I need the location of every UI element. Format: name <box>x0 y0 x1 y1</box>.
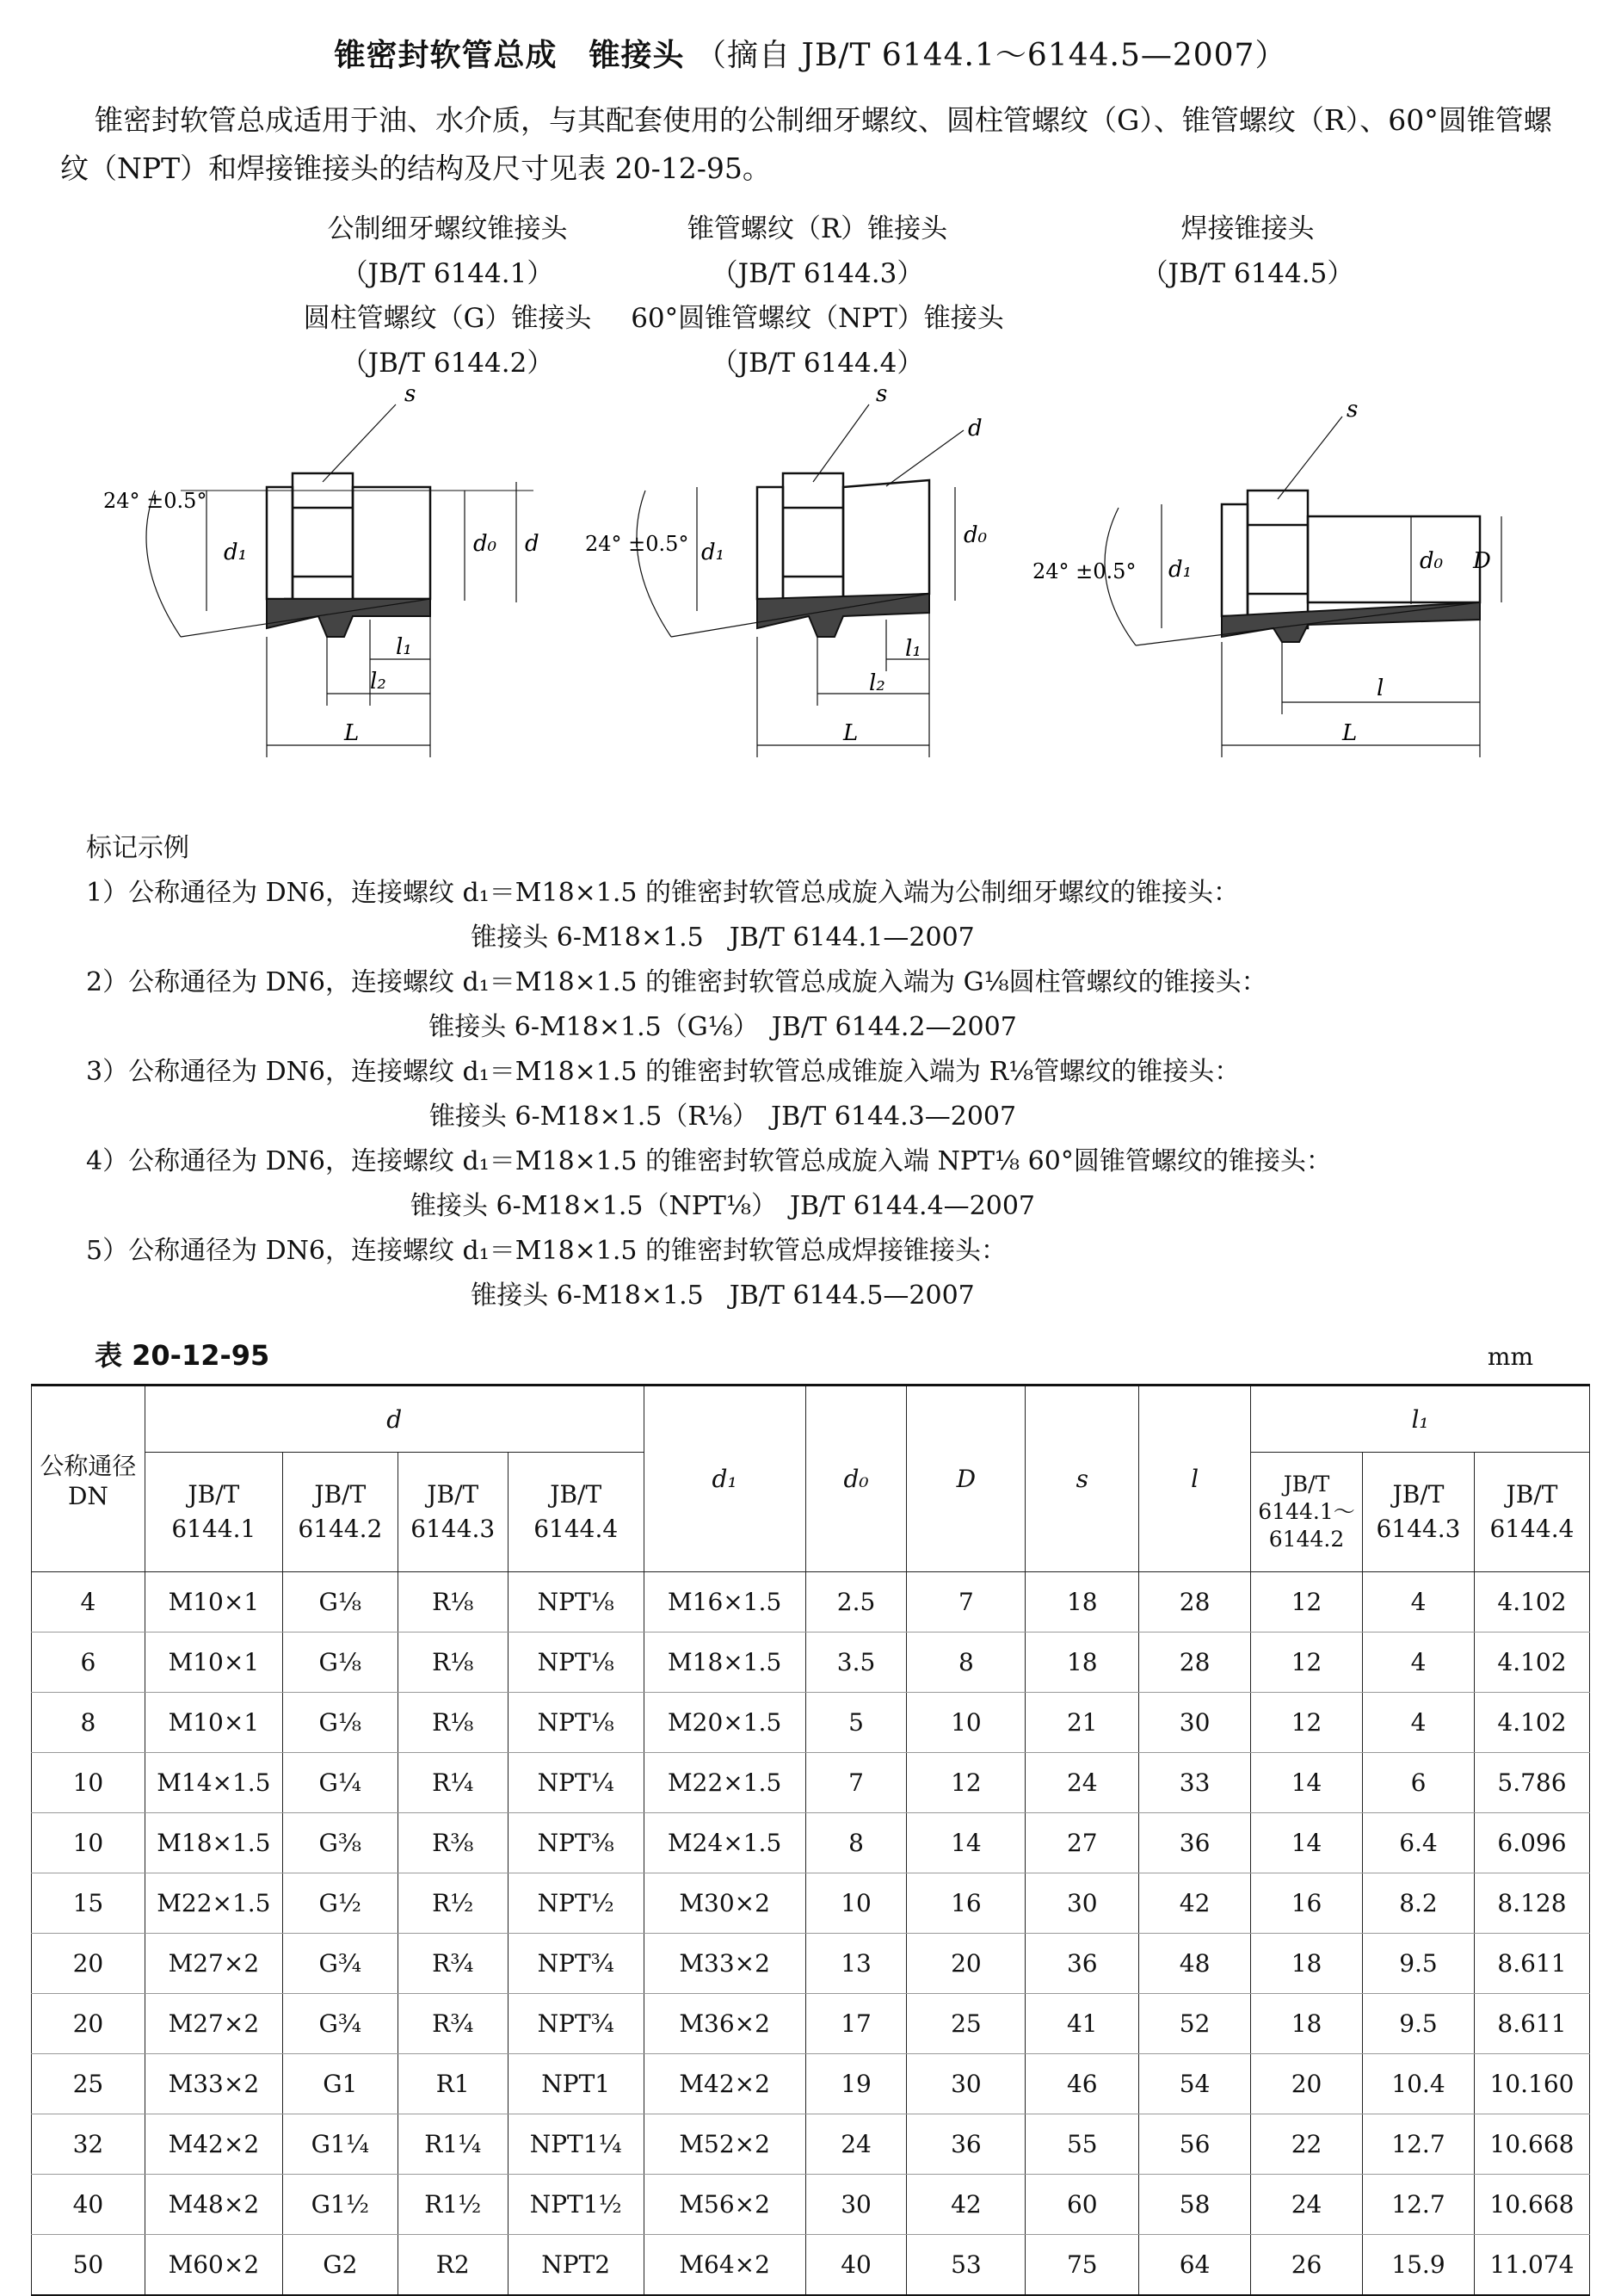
table-cell: 55 <box>1026 2114 1139 2175</box>
table-cell: R⅜ <box>398 1813 508 1873</box>
fig-a-L: L <box>344 720 360 746</box>
table-cell: 24 <box>805 2114 907 2175</box>
table-cell: 58 <box>1139 2175 1251 2235</box>
table-cell: 75 <box>1026 2235 1139 2296</box>
table-cell: 30 <box>1026 1873 1139 1934</box>
table-cell: NPT⅜ <box>508 1813 644 1873</box>
table-cell: NPT½ <box>508 1873 644 1934</box>
fig-c-label-2: （JB/T 6144.5） <box>1141 258 1354 289</box>
table-cell: G1 <box>282 2054 398 2114</box>
table-cell: 10 <box>805 1873 907 1934</box>
fig-a-d1: d₁ <box>224 540 248 565</box>
fig-a-label-3: 圆柱管螺纹（G）锥接头 <box>303 303 592 334</box>
table-row <box>32 2114 1590 2175</box>
table-cell: R1 <box>398 2054 508 2114</box>
table-cell: 9.5 <box>1363 1934 1475 1994</box>
table-cell: 10 <box>32 1753 145 1813</box>
table-cell: NPT2 <box>508 2235 644 2296</box>
table-cell: 6.096 <box>1474 1813 1589 1873</box>
fig-b-l1: l₁ <box>905 636 921 662</box>
table-cell: M60×2 <box>145 2235 282 2296</box>
table-cell: M64×2 <box>644 2235 805 2296</box>
fig-c-d0: d₀ <box>1420 548 1444 574</box>
th-dn: 公称通径 DN <box>32 1386 145 1572</box>
table-cell: M27×2 <box>145 1994 282 2054</box>
table-cell: 40 <box>32 2175 145 2235</box>
table-row <box>32 1873 1590 1934</box>
table-cell: 10 <box>32 1813 145 1873</box>
table-cell: 26 <box>1251 2235 1363 2296</box>
table-cell: 10.668 <box>1474 2175 1589 2235</box>
fig-c-D: D <box>1473 548 1491 574</box>
table-cell: 36 <box>1139 1813 1251 1873</box>
table-cell: R1¼ <box>398 2114 508 2175</box>
table-cell: 36 <box>1026 1934 1139 1994</box>
table-row <box>32 2235 1590 2296</box>
table-cell: 30 <box>805 2175 907 2235</box>
table-caption: 表 20-12-95 <box>95 1339 270 1372</box>
table-cell: 8 <box>32 1693 145 1753</box>
fig-b-d0: d₀ <box>964 522 988 548</box>
table-cell: 8 <box>805 1813 907 1873</box>
table-cell: M52×2 <box>644 2114 805 2175</box>
marking-item-4-desc: 4）公称通径为 DN6，连接螺纹 d₁＝M18×1.5 的锥密封软管总成旋入端 NPT⅛ 60°圆锥管螺纹的锥接头： <box>86 1146 1332 1176</box>
table-cell: 12 <box>1251 1633 1363 1693</box>
fig-a-d0: d₀ <box>473 531 497 557</box>
table-cell: 11.074 <box>1474 2235 1589 2296</box>
table-cell: 4 <box>1363 1693 1475 1753</box>
intro-paragraph: 锥密封软管总成适用于油、水介质，与其配套使用的公制细牙螺纹、圆柱管螺纹（G）、锥管螺纹（R）、60°圆锥管螺纹（NPT）和焊接锥接头的结构及尺寸见表 20-12-95。 <box>60 103 1552 185</box>
fig-b-s: s <box>876 381 888 407</box>
table-cell: 7 <box>805 1753 907 1813</box>
table-cell: 4 <box>1363 1572 1475 1633</box>
table-cell: 56 <box>1139 2114 1251 2175</box>
table-cell: 7 <box>907 1572 1026 1633</box>
table-cell: 19 <box>805 2054 907 2114</box>
table-cell: 13 <box>805 1934 907 1994</box>
table-cell: 12 <box>1251 1693 1363 1753</box>
fig-b-label-3: 60°圆锥管螺纹（NPT）锥接头 <box>631 303 1004 334</box>
table-cell: 8.2 <box>1363 1873 1475 1934</box>
th-d-6144-3: JB/T 6144.3 <box>398 1453 508 1572</box>
title-main: 锥密封软管总成 锥接头 <box>334 38 685 73</box>
table-cell: G¼ <box>282 1753 398 1813</box>
table-cell: M33×2 <box>644 1934 805 1994</box>
th-d: d <box>145 1386 644 1453</box>
table-cell: R¾ <box>398 1934 508 1994</box>
table-cell: G½ <box>282 1873 398 1934</box>
table-cell: 20 <box>32 1994 145 2054</box>
fig-b-label-2: （JB/T 6144.3） <box>711 258 924 289</box>
th-l1: l₁ <box>1251 1386 1590 1453</box>
table-cell: 28 <box>1139 1572 1251 1633</box>
fig-c-l: l <box>1377 676 1384 701</box>
table-cell: 42 <box>1139 1873 1251 1934</box>
table-cell: 20 <box>32 1934 145 1994</box>
table-cell: 10 <box>907 1693 1026 1753</box>
th-l1-6144-3: JB/T 6144.3 <box>1363 1453 1475 1572</box>
table-cell: 8.611 <box>1474 1934 1589 1994</box>
table-cell: 5 <box>805 1693 907 1753</box>
table-cell: 52 <box>1139 1994 1251 2054</box>
table-cell: G1½ <box>282 2175 398 2235</box>
table-cell: 10.4 <box>1363 2054 1475 2114</box>
table-cell: 3.5 <box>805 1633 907 1693</box>
table-cell: G⅜ <box>282 1813 398 1873</box>
fig-c-L: L <box>1342 720 1358 746</box>
fig-a-l1: l₁ <box>396 634 412 660</box>
table-cell: NPT¾ <box>508 1934 644 1994</box>
table-cell: 50 <box>32 2235 145 2296</box>
th-d-6144-1: JB/T 6144.1 <box>145 1453 282 1572</box>
table-row <box>32 1633 1590 1693</box>
table-cell: 22 <box>1251 2114 1363 2175</box>
table-cell: M10×1 <box>145 1633 282 1693</box>
table-cell: 18 <box>1026 1633 1139 1693</box>
table-cell: R⅛ <box>398 1572 508 1633</box>
th-d0: d₀ <box>805 1386 907 1572</box>
fig-a-label-2: （JB/T 6144.1） <box>341 258 554 289</box>
fig-b-label-4: （JB/T 6144.4） <box>711 348 924 379</box>
table-cell: M48×2 <box>145 2175 282 2235</box>
table-cell: NPT⅛ <box>508 1693 644 1753</box>
fig-b-label-1: 锥管螺纹（R）锥接头 <box>687 213 948 244</box>
table-cell: R⅛ <box>398 1633 508 1693</box>
marking-heading: 标记示例 <box>86 833 189 863</box>
fig-c-label-1: 焊接锥接头 <box>1180 213 1315 244</box>
fig-c-s: s <box>1347 397 1359 423</box>
table-cell: 24 <box>1026 1753 1139 1813</box>
table-cell: 27 <box>1026 1813 1139 1873</box>
table-cell: 10.668 <box>1474 2114 1589 2175</box>
table-cell: 53 <box>907 2235 1026 2296</box>
table-cell: 15 <box>32 1873 145 1934</box>
marking-item-1-code: 锥接头 6-M18×1.5 JB/T 6144.1—2007 <box>471 923 975 953</box>
table-cell: R½ <box>398 1873 508 1934</box>
table-cell: 14 <box>1251 1813 1363 1873</box>
marking-item-3-code: 锥接头 6-M18×1.5（R⅛） JB/T 6144.3—2007 <box>428 1102 1017 1132</box>
th-l1-6144-4: JB/T 6144.4 <box>1474 1453 1589 1572</box>
table-cell: 30 <box>1139 1693 1251 1753</box>
table-cell: R1½ <box>398 2175 508 2235</box>
marking-item-4-code: 锥接头 6-M18×1.5（NPT⅛） JB/T 6144.4—2007 <box>410 1191 1036 1221</box>
table-unit: mm <box>1487 1342 1533 1371</box>
marking-item-5-code: 锥接头 6-M18×1.5 JB/T 6144.5—2007 <box>471 1281 975 1311</box>
table-cell: M18×1.5 <box>644 1633 805 1693</box>
th-l1-6144-1-2: JB/T 6144.1～6144.2 <box>1251 1453 1363 1572</box>
table-cell: 12 <box>907 1753 1026 1813</box>
table-cell: 18 <box>1026 1572 1139 1633</box>
figure-metric-cone-fitting <box>103 379 559 778</box>
marking-item-1-desc: 1）公称通径为 DN6，连接螺纹 d₁＝M18×1.5 的锥密封软管总成旋入端为公制细牙螺纹的锥接头： <box>86 878 1240 908</box>
table-cell: 4 <box>32 1572 145 1633</box>
table-cell: 6 <box>1363 1753 1475 1813</box>
table-cell: M42×2 <box>644 2054 805 2114</box>
table-cell: 4.102 <box>1474 1572 1589 1633</box>
table-cell: NPT⅛ <box>508 1633 644 1693</box>
table-cell: M33×2 <box>145 2054 282 2114</box>
table-cell: 41 <box>1026 1994 1139 2054</box>
dimension-table <box>31 1384 1590 2296</box>
table-cell: 12 <box>1251 1572 1363 1633</box>
table-cell: 2.5 <box>805 1572 907 1633</box>
th-s: s <box>1026 1386 1139 1572</box>
fig-b-d1: d₁ <box>701 540 725 565</box>
table-cell: 64 <box>1139 2235 1251 2296</box>
table-cell: M18×1.5 <box>145 1813 282 1873</box>
title-source: （摘自 JB/T 6144.1～6144.5—2007） <box>695 38 1287 73</box>
table-cell: G¾ <box>282 1934 398 1994</box>
table-cell: 16 <box>1251 1873 1363 1934</box>
fig-b-L: L <box>843 720 859 746</box>
table-cell: 5.786 <box>1474 1753 1589 1813</box>
table-cell: 36 <box>907 2114 1026 2175</box>
table-cell: 30 <box>907 2054 1026 2114</box>
table-cell: 25 <box>32 2054 145 2114</box>
table-cell: 4.102 <box>1474 1693 1589 1753</box>
table-cell: M56×2 <box>644 2175 805 2235</box>
marking-item-5-desc: 5）公称通径为 DN6，连接螺纹 d₁＝M18×1.5 的锥密封软管总成焊接锥接头： <box>86 1236 1008 1266</box>
figure-welded-cone-fitting <box>1032 379 1514 778</box>
fig-b-d: d <box>968 416 983 441</box>
table-cell: 24 <box>1251 2175 1363 2235</box>
table-row <box>32 2175 1590 2235</box>
table-cell: R⅛ <box>398 1693 508 1753</box>
table-cell: 32 <box>32 2114 145 2175</box>
table-cell: 48 <box>1139 1934 1251 1994</box>
table-cell: M22×1.5 <box>644 1753 805 1813</box>
table-cell: 15.9 <box>1363 2235 1475 2296</box>
table-cell: 28 <box>1139 1633 1251 1693</box>
fig-a-s: s <box>404 381 416 407</box>
table-cell: M24×1.5 <box>644 1813 805 1873</box>
table-cell: 40 <box>805 2235 907 2296</box>
page-title <box>0 31 1621 75</box>
fig-b-l2: l₂ <box>869 670 885 696</box>
table-cell: M14×1.5 <box>145 1753 282 1813</box>
table-cell: 33 <box>1139 1753 1251 1813</box>
table-cell: 12.7 <box>1363 2114 1475 2175</box>
table-cell: G1¼ <box>282 2114 398 2175</box>
table-cell: M16×1.5 <box>644 1572 805 1633</box>
table-cell: G⅛ <box>282 1693 398 1753</box>
table-cell: M36×2 <box>644 1994 805 2054</box>
table-cell: 10.160 <box>1474 2054 1589 2114</box>
table-row <box>32 2054 1590 2114</box>
table-cell: 6.4 <box>1363 1813 1475 1873</box>
th-D: D <box>907 1386 1026 1572</box>
table-cell: R2 <box>398 2235 508 2296</box>
table-cell: M30×2 <box>644 1873 805 1934</box>
fig-a-label-1: 公制细牙螺纹锥接头 <box>327 213 568 244</box>
table-cell: 20 <box>1251 2054 1363 2114</box>
table-cell: R¾ <box>398 1994 508 2054</box>
table-cell: 4 <box>1363 1633 1475 1693</box>
th-l: l <box>1139 1386 1251 1572</box>
table-cell: 54 <box>1139 2054 1251 2114</box>
table-cell: G⅛ <box>282 1572 398 1633</box>
th-d1: d₁ <box>644 1386 805 1572</box>
table-cell: NPT1¼ <box>508 2114 644 2175</box>
table-cell: M22×1.5 <box>145 1873 282 1934</box>
marking-item-2-desc: 2）公称通径为 DN6，连接螺纹 d₁＝M18×1.5 的锥密封软管总成旋入端为 G⅛圆柱管螺纹的锥接头： <box>86 967 1267 997</box>
fig-b-angle: 24° ±0.5° <box>585 532 689 556</box>
fig-a-label-4: （JB/T 6144.2） <box>341 348 554 379</box>
table-cell: 25 <box>907 1994 1026 2054</box>
table-cell: 8.611 <box>1474 1994 1589 2054</box>
table-row <box>32 1572 1590 1633</box>
table-cell: 60 <box>1026 2175 1139 2235</box>
table-row <box>32 1693 1590 1753</box>
table-row <box>32 1934 1590 1994</box>
table-row <box>32 1994 1590 2054</box>
table-cell: 18 <box>1251 1934 1363 1994</box>
table-cell: R¼ <box>398 1753 508 1813</box>
fig-c-angle: 24° ±0.5° <box>1032 559 1137 583</box>
table-cell: 8.128 <box>1474 1873 1589 1934</box>
table-cell: 12.7 <box>1363 2175 1475 2235</box>
table-cell: 14 <box>1251 1753 1363 1813</box>
table-cell: G2 <box>282 2235 398 2296</box>
table-cell: M27×2 <box>145 1934 282 1994</box>
fig-a-d: d <box>525 531 539 557</box>
table-cell: NPT⅛ <box>508 1572 644 1633</box>
th-d-6144-4: JB/T 6144.4 <box>508 1453 644 1572</box>
table-cell: 8 <box>907 1633 1026 1693</box>
table-cell: M10×1 <box>145 1693 282 1753</box>
table-cell: M20×1.5 <box>644 1693 805 1753</box>
table-cell: 20 <box>907 1934 1026 1994</box>
table-cell: 6 <box>32 1633 145 1693</box>
table-cell: 4.102 <box>1474 1633 1589 1693</box>
fig-c-d1: d₁ <box>1168 557 1193 583</box>
table-cell: G¾ <box>282 1994 398 2054</box>
table-cell: NPT1½ <box>508 2175 644 2235</box>
marking-item-2-code: 锥接头 6-M18×1.5（G⅛） JB/T 6144.2—2007 <box>428 1012 1017 1042</box>
table-row <box>32 1813 1590 1873</box>
table-cell: 16 <box>907 1873 1026 1934</box>
table-cell: NPT¾ <box>508 1994 644 2054</box>
table-cell: 21 <box>1026 1693 1139 1753</box>
fig-a-l2: l₂ <box>370 669 386 694</box>
table-cell: M42×2 <box>145 2114 282 2175</box>
table-body <box>32 1572 1590 2296</box>
table-cell: 46 <box>1026 2054 1139 2114</box>
th-d-6144-2: JB/T 6144.2 <box>282 1453 398 1572</box>
table-cell: 9.5 <box>1363 1994 1475 2054</box>
table-cell: M10×1 <box>145 1572 282 1633</box>
table-cell: 18 <box>1251 1994 1363 2054</box>
fig-a-angle: 24° ±0.5° <box>103 489 207 513</box>
marking-examples <box>86 826 1549 1318</box>
table-row <box>32 1753 1590 1813</box>
table-cell: G⅛ <box>282 1633 398 1693</box>
marking-item-3-desc: 3）公称通径为 DN6，连接螺纹 d₁＝M18×1.5 的锥密封软管总成锥旋入端为 R⅛管螺纹的锥接头： <box>86 1057 1241 1087</box>
table-cell: 14 <box>907 1813 1026 1873</box>
table-cell: NPT¼ <box>508 1753 644 1813</box>
table-cell: 42 <box>907 2175 1026 2235</box>
table-cell: NPT1 <box>508 2054 644 2114</box>
table-cell: 17 <box>805 1994 907 2054</box>
figure-taper-cone-fitting <box>585 379 1032 778</box>
